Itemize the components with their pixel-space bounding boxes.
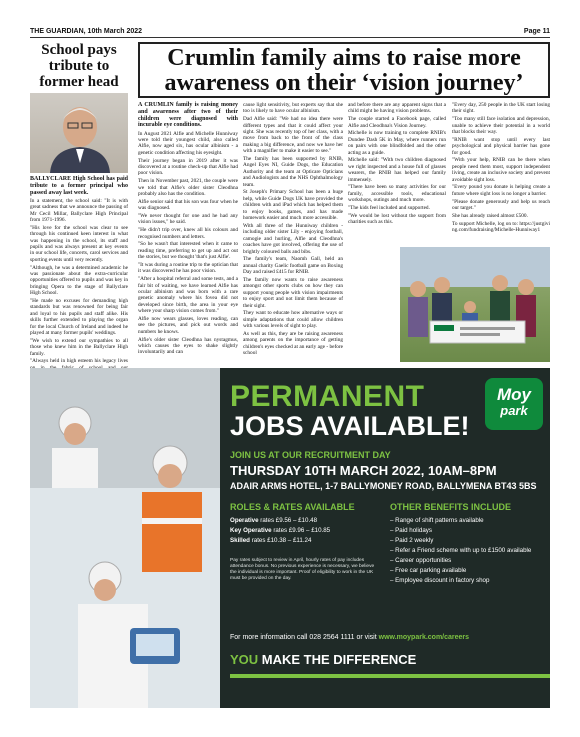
main-col-4 bbox=[452, 102, 550, 235]
main-col-2 bbox=[243, 102, 343, 358]
main-para: Alfie now wears glasses, loves reading, can see the pictures, and pick out words and numbers he knows. bbox=[138, 316, 238, 335]
main-para: The couple started a Facebook page, called Alfie and Cleodhna's Vision Journey. bbox=[348, 116, 446, 129]
main-para: "The kids feel included and supported. bbox=[348, 205, 430, 212]
rate-row bbox=[230, 526, 375, 536]
main-para: With all three of the Hunniway children - including older sister Lily - enjoying football, camogie and hurling, Alfie and Cleodhna's coaches have got involved, offering the use of brightly coloured balls and bibs. bbox=[243, 222, 343, 255]
main-para: Then in November past, 2021, the couple were we told that Alfie's older sister Cleodhna probably also has the condition. bbox=[138, 178, 238, 198]
left-para: "He made no excuses for demanding high standards but was renowned for being fair and loyal to his pupils and staff alike. His skills further extended to playing the organ for the local Church of Ireland and indeed he played at many former pupils' weddings. bbox=[30, 298, 128, 337]
benefit-text: Employee discount in factory shop bbox=[395, 577, 490, 584]
main-para: "We would be lost without the support from charities such as this. bbox=[348, 212, 446, 226]
left-para: In a statement, the school said: "It is with great sadness that we announce the passing of Mr Cecil Millar, Ballyclare High Principal from 1971-1996. bbox=[30, 197, 128, 223]
moypark-logo bbox=[485, 378, 543, 430]
advert-text bbox=[230, 368, 550, 708]
logo-word-moy: Moy bbox=[497, 385, 531, 404]
main-para: "There have been so many activities for our family, accessible tools, educational workshops, outings and much more. bbox=[348, 184, 446, 204]
recruitment-date: THURSDAY 10TH MARCH 2022, 10AM–8PM bbox=[230, 463, 497, 478]
header-page-number: Page 11 bbox=[523, 28, 550, 35]
rate-label: Operative bbox=[230, 517, 259, 524]
main-col-3 bbox=[348, 102, 446, 227]
left-caption: BALLYCLARE High School has paid tribute to a former principal who passed away last week. bbox=[30, 176, 128, 196]
left-para: "We wish to extend our sympathies to all those who knew him in the Ballyclare High family. bbox=[30, 337, 128, 357]
main-para: "Please donate generously and help us reach our target." bbox=[452, 198, 550, 212]
careers-link[interactable]: www.moypark.com/careers bbox=[378, 634, 470, 641]
benefits-section bbox=[390, 502, 550, 586]
make-difference-slogan bbox=[230, 652, 416, 667]
benefit-text: Paid 2 weekly bbox=[395, 537, 434, 544]
benefit-text: Refer a Friend scheme with up to £1500 available bbox=[395, 547, 532, 554]
contact-text: For more information call 028 2564 1111 or visit bbox=[230, 634, 377, 641]
main-para: cause light sensitivity, but experts say that she too is likely to have ocular albinism. bbox=[243, 102, 343, 115]
benefit-item: – Paid 2 weekly bbox=[390, 537, 434, 544]
main-para: In August 2021 Alfie and Michelle Hunniway were told their youngest child, also called Alfie, now aged six, has ocular albinism - a genetic condition affecting his eyesight. bbox=[138, 130, 238, 156]
benefit-text: Paid holidays bbox=[395, 527, 432, 534]
main-para: "So he wasn't that interested when it came to reading time, preferring to get up and act out the stories, but we thought 'that's just Alfie'. bbox=[138, 241, 238, 261]
recruitment-address: ADAIR ARMS HOTEL, 1-7 BALLYMONEY ROAD, BALLYMENA BT43 5BS bbox=[230, 481, 537, 491]
main-para: Michelle is now training to complete RNIB's Dundee Dash 5K in May, where runners run on pairs with one blindfolded and the other acting as a guide. bbox=[348, 130, 446, 156]
benefit-item: – Employee discount in factory shop bbox=[390, 577, 490, 584]
rate-label: Skilled bbox=[230, 537, 250, 544]
left-para: "His love for the school was clear to see through his continued keen interest in what was happening in the school, its staff and pupils and was always present at key events in our school life, concerts, carol services and sporting events until very recently. bbox=[30, 224, 128, 263]
benefit-text: Range of shift patterns available bbox=[395, 517, 484, 524]
recruitment-day-label: JOIN US AT OUR RECRUITMENT DAY bbox=[230, 450, 391, 460]
main-para: Their journey began in 2019 after it was discovered at a routine check-up that Alfie had poor vision. bbox=[138, 157, 238, 177]
benefit-text: Free car parking available bbox=[395, 567, 467, 574]
main-para: The family has been supported by RNIB, Angel Eyes NI, Guide Dogs, the Education Authority and the team at Opticare Opticians and Audiologists and the NHS Ophthalmology team. bbox=[243, 156, 343, 188]
main-para: "Every day, 250 people in the UK start losing their sight. bbox=[452, 102, 550, 115]
main-para: The family's team, Naomh Gall, held an annual charity Gaelic football game on Boxing Day and raised £415 for RNIB. bbox=[243, 256, 343, 276]
main-para: "He didn't trip over, knew all his colours and recognised numbers and letters. bbox=[138, 227, 238, 240]
slogan-you: YOU bbox=[230, 652, 259, 667]
main-para: "After a hospital referral and some tests, and a fair bit of waiting, we have learned Alfie has ocular albinism and was born with a rare genetic anomaly where his fovea did not developed since birth, the area in your eye where your sharp vision comes from." bbox=[138, 276, 238, 315]
rate-row bbox=[230, 516, 375, 526]
main-para: To support Michelle, log on to: https://justgiving.com/fundraising/Michelle-Hunniway1 bbox=[452, 220, 550, 234]
main-para: She has already raised almost £500. bbox=[452, 212, 528, 219]
family-photo bbox=[400, 247, 550, 362]
main-para: "It was during a routine trip to the optician that it was discovered he has poor vision. bbox=[138, 262, 238, 275]
main-lede: A CRUMLIN family is raising money and awareness after two of their children were diagnosed with incurable eye conditions. bbox=[138, 102, 238, 129]
main-para: St Joseph's Primary School has been a huge help, while Guide Dogs UK have provided the children with and iPad which has helped them to enjoy books, games, and has made homework easier and much more accessible. bbox=[243, 189, 343, 222]
workers-illustration bbox=[30, 368, 220, 708]
roles-rates-section bbox=[230, 502, 375, 582]
main-para: Alfie's older sister Cleodhna has nystagmus, which causes the eyes to shake slightly involuntarily and can bbox=[138, 336, 238, 356]
main-para: "With your help, RNIB can be there when people need them most, support independent living, create an inclusive society and prevent avoidable sight loss. bbox=[452, 157, 550, 183]
benefit-item: – Paid holidays bbox=[390, 527, 432, 534]
main-para: Alfie senior said that his son was four when he was diagnosed. bbox=[138, 198, 238, 212]
portrait-photo bbox=[30, 93, 128, 173]
rates-note: Pay rates subject to review in April, hourly rates of pay includes attendance bonus. No previous experience is necessary, we believe the individual is more important. Proof of eligibility to work in the UK must be provided on the day. bbox=[230, 558, 375, 581]
main-para: and before there are any apparent signs that a child might be having vision problems. bbox=[348, 102, 446, 115]
main-para: "We never thought for one and he had any vision issues," he said. bbox=[138, 213, 238, 226]
benefit-text: Career opportunities bbox=[395, 557, 452, 564]
rate-value: rates £9.56 – £10.48 bbox=[260, 517, 318, 524]
main-col-1 bbox=[138, 102, 238, 357]
main-para: As well as this, they are be raising awareness among parents on the importance of getting children's eyes checked at an early age - before school bbox=[243, 330, 343, 357]
main-para: "RNIB want stop until every last psychological and physical barrier has gone for good. bbox=[452, 136, 550, 156]
benefit-item: – Free car parking available bbox=[390, 567, 467, 574]
benefit-item: – Range of shift patterns available bbox=[390, 517, 484, 524]
roles-rates-heading: ROLES & RATES AVAILABLE bbox=[230, 502, 355, 512]
rate-value: rates £9.96 – £10.85 bbox=[273, 527, 331, 534]
family-illustration bbox=[400, 247, 550, 362]
rate-label: Key Operative bbox=[230, 527, 272, 534]
main-headline: Crumlin family aims to raise more awareness on their ‘vision journey’ bbox=[138, 42, 550, 98]
slogan-rest: MAKE THE DIFFERENCE bbox=[261, 652, 417, 667]
rate-value: rates £10.38 – £11.24 bbox=[251, 537, 312, 544]
rate-row bbox=[230, 536, 375, 546]
benefit-item: – Career opportunities bbox=[390, 557, 452, 564]
logo-word-park: park bbox=[500, 403, 528, 418]
header-date: THE GUARDIAN, 10th March 2022 bbox=[30, 28, 143, 35]
benefit-item: – Refer a Friend scheme with up to £1500 available bbox=[390, 547, 532, 554]
portrait-illustration bbox=[30, 93, 128, 173]
advert-title-jobs: JOBS AVAILABLE! bbox=[230, 411, 470, 441]
advert-photo-collage bbox=[30, 368, 220, 708]
moypark-advert bbox=[30, 368, 550, 708]
page-header bbox=[30, 26, 550, 38]
main-para: Dad Alfie said: "We had no idea there were different types and that it could affect your sight. She was recently top of her class, with a move from back to the front of the class making a big difference, and now we have her with a magnifier to make it easier to see." bbox=[243, 116, 343, 155]
advert-title-permanent: PERMANENT bbox=[230, 380, 425, 413]
main-para: Michelle said: "With two children diagnosed we right inspected and a house full of glasses wearers, the RNIB has helped our family immensely. bbox=[348, 157, 446, 183]
main-para: They want to educate how alternative ways or simple adaptations that could allow children with various levels of sight to play. bbox=[243, 310, 343, 330]
main-para: "Every pound you donate is helping create a future where sight loss is no longer a barrier. bbox=[452, 184, 550, 197]
main-para: "Too many still face isolation and depression, unable to achieve their potential in a world that blocks their way. bbox=[452, 116, 550, 136]
left-para: "Although, he was a determined academic he was passionate about the extra-curricular opportunities offered to pupils and was key in bringing Opera to the stage of Ballyclare High School. bbox=[30, 264, 128, 297]
left-para: "Always held in high esteem his legacy lives bbox=[30, 358, 128, 365]
left-article-body bbox=[30, 176, 128, 379]
contact-info bbox=[230, 634, 550, 641]
left-headline: School pays tribute to former head bbox=[39, 42, 119, 90]
main-para: The family now wants to raise awareness amongst other sports clubs on how they can support young people with vision impairments to enjoy sport and not limit them because of their sight. bbox=[243, 276, 343, 309]
benefits-heading: OTHER BENEFITS INCLUDE bbox=[390, 502, 512, 512]
advert-footer-bar bbox=[230, 674, 550, 678]
